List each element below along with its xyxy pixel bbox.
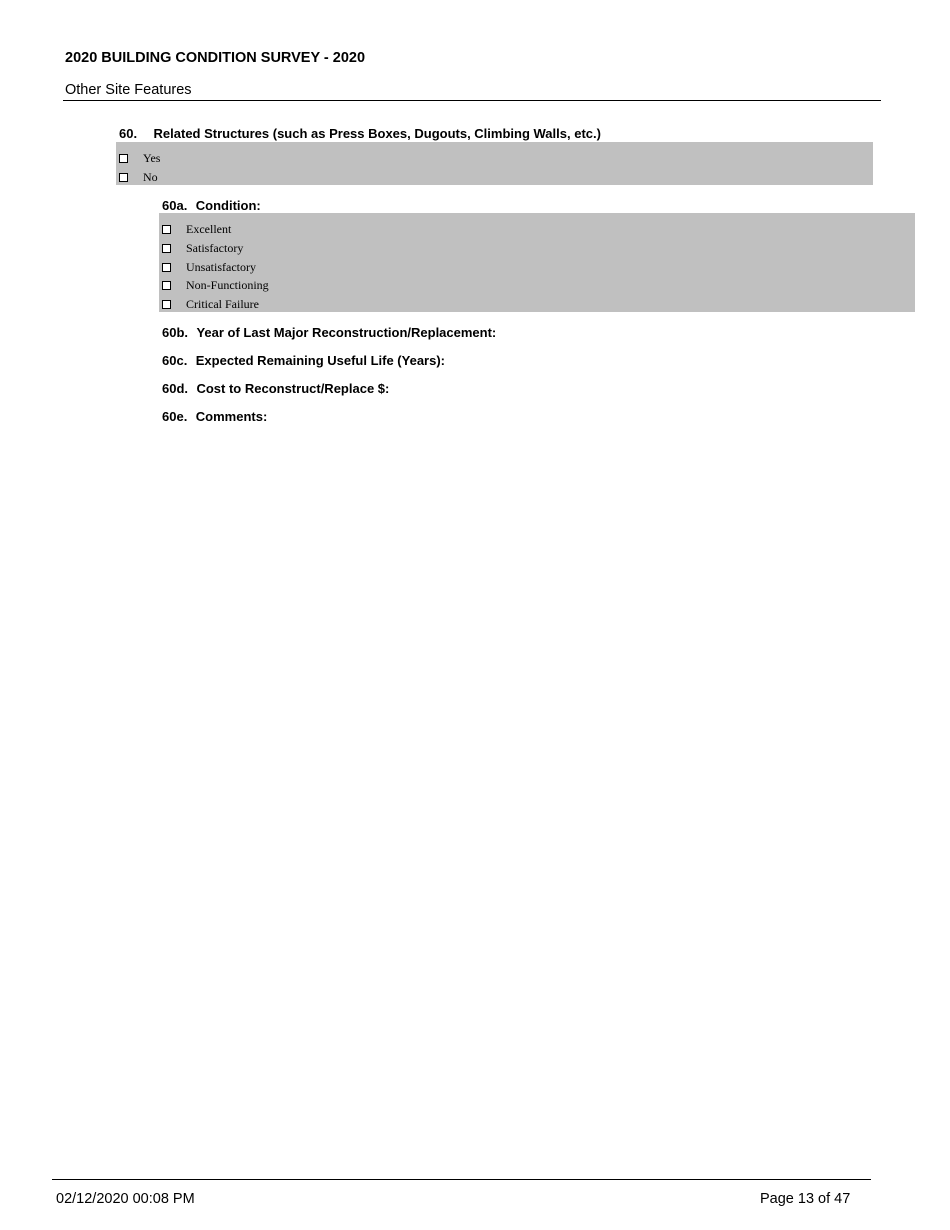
question-60e-heading bbox=[162, 408, 267, 426]
question-60d-heading bbox=[162, 380, 389, 398]
option-excellent-label: Excellent bbox=[186, 221, 232, 236]
question-60d-number: 60d. bbox=[162, 381, 189, 396]
question-60a-options bbox=[159, 213, 915, 312]
question-60b-text: Year of Last Major Reconstruction/Replacement: bbox=[196, 325, 497, 340]
footer-divider bbox=[52, 1179, 871, 1180]
question-60c-text: Expected Remaining Useful Life (Years): bbox=[195, 353, 445, 368]
question-60b-number: 60b. bbox=[162, 325, 189, 340]
checkbox-non-functioning[interactable] bbox=[162, 281, 171, 290]
question-60b-heading bbox=[162, 324, 496, 342]
option-yes-label: Yes bbox=[143, 150, 161, 165]
option-non-functioning[interactable] bbox=[162, 276, 269, 294]
checkbox-excellent[interactable] bbox=[162, 225, 171, 234]
footer-page-number: Page 13 of 47 bbox=[760, 1191, 851, 1207]
section-title: Other Site Features bbox=[65, 82, 192, 98]
footer-timestamp: 02/12/2020 00:08 PM bbox=[56, 1191, 195, 1207]
option-no[interactable] bbox=[119, 168, 158, 186]
option-satisfactory-label: Satisfactory bbox=[186, 240, 244, 255]
checkbox-satisfactory[interactable] bbox=[162, 244, 171, 253]
checkbox-unsatisfactory[interactable] bbox=[162, 263, 171, 272]
question-60-heading bbox=[119, 125, 601, 143]
section-divider bbox=[63, 100, 881, 101]
option-excellent[interactable] bbox=[162, 220, 231, 238]
option-yes[interactable] bbox=[119, 149, 160, 167]
option-unsatisfactory-label: Unsatisfactory bbox=[186, 259, 256, 274]
document-title: 2020 BUILDING CONDITION SURVEY - 2020 bbox=[65, 50, 366, 66]
question-60c-heading bbox=[162, 352, 445, 370]
checkbox-yes[interactable] bbox=[119, 154, 128, 163]
question-60d-text: Cost to Reconstruct/Replace $: bbox=[196, 381, 390, 396]
option-critical-failure[interactable] bbox=[162, 295, 259, 313]
question-60-number: 60. bbox=[119, 126, 138, 141]
question-60e-text: Comments: bbox=[195, 409, 268, 424]
checkbox-critical-failure[interactable] bbox=[162, 300, 171, 309]
option-non-functioning-label: Non-Functioning bbox=[186, 277, 269, 292]
question-60a-text: Condition: bbox=[195, 198, 261, 213]
question-60-options bbox=[116, 142, 873, 185]
option-critical-failure-label: Critical Failure bbox=[186, 296, 259, 311]
question-60-text: Related Structures (such as Press Boxes, Dugouts, Climbing Walls, etc.) bbox=[153, 126, 601, 141]
checkbox-no[interactable] bbox=[119, 173, 128, 182]
question-60c-number: 60c. bbox=[162, 353, 188, 368]
option-unsatisfactory[interactable] bbox=[162, 258, 256, 276]
option-no-label: No bbox=[143, 169, 158, 184]
option-satisfactory[interactable] bbox=[162, 239, 243, 257]
question-60a-number: 60a. bbox=[162, 198, 188, 213]
question-60e-number: 60e. bbox=[162, 409, 188, 424]
